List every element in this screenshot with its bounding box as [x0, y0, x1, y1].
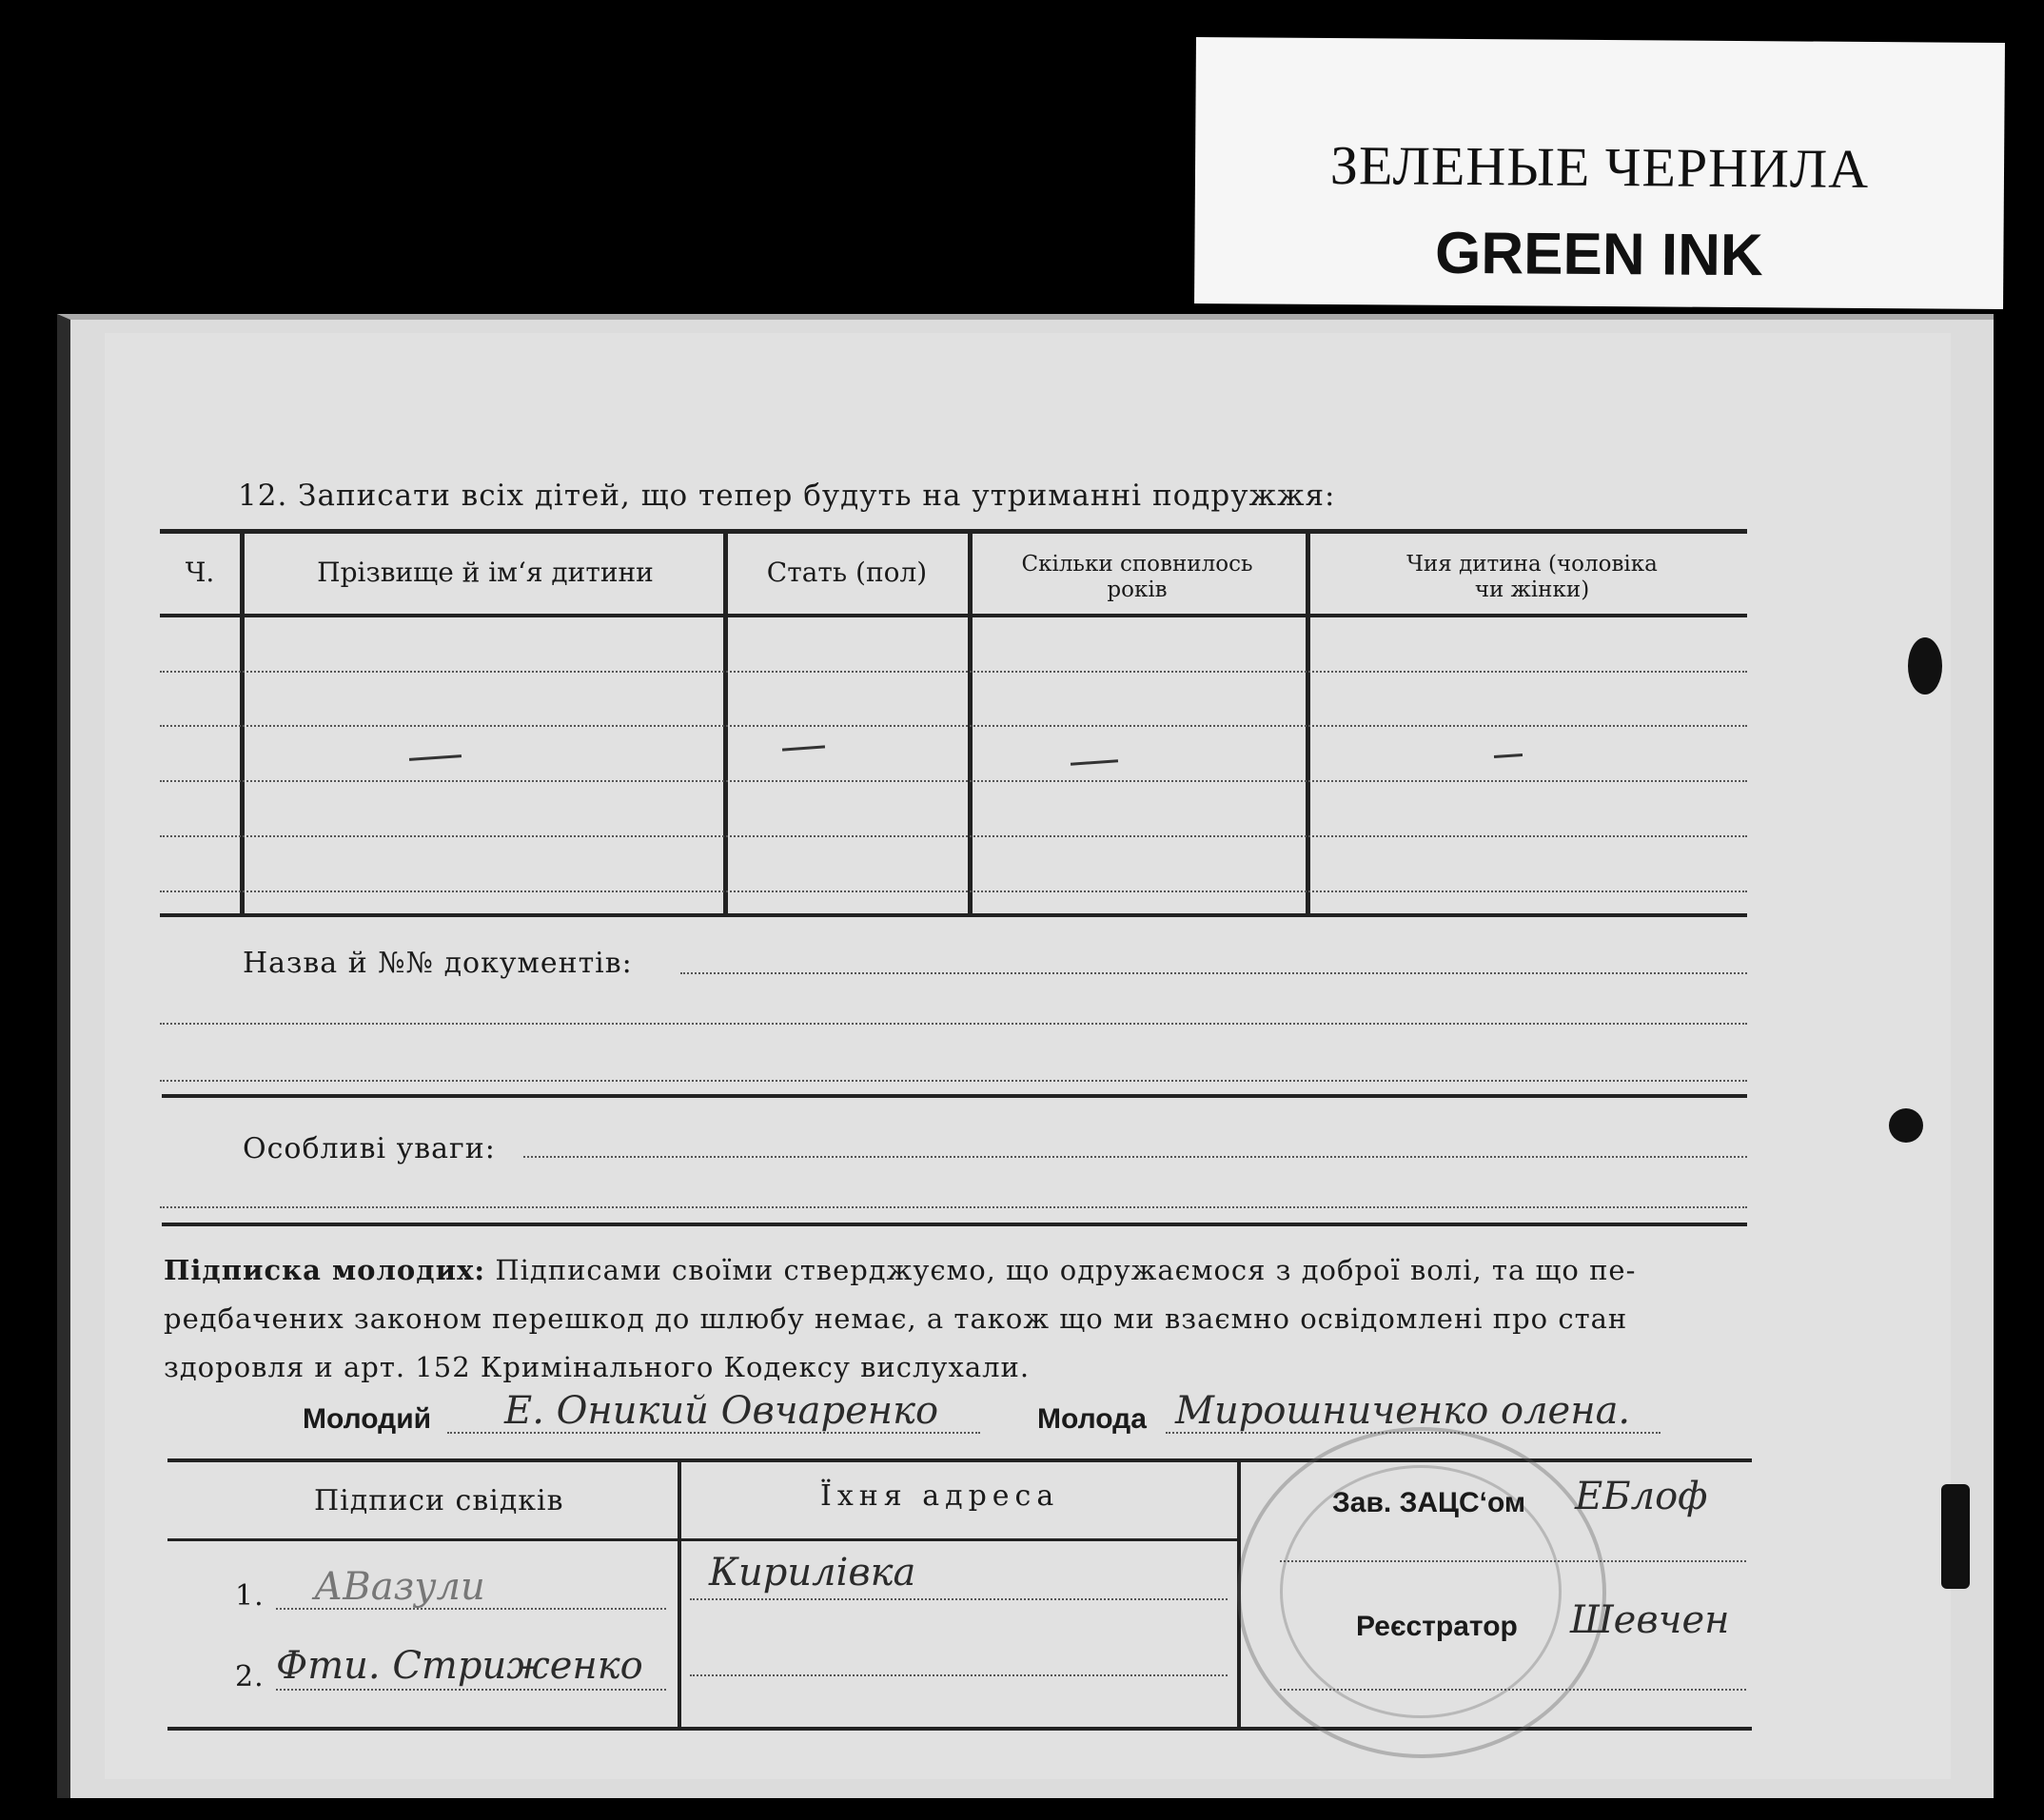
remarks-rule	[162, 1223, 1747, 1226]
col-header-age-line1: Скільки сповнилось	[1021, 552, 1253, 577]
pledge-line-2: редбачених законом перешкод до шлюбу немає, а також що ми взаємно освідомлені про стан	[164, 1302, 1628, 1335]
table-row-line	[160, 835, 1747, 837]
registry-head-label: Зав. ЗАЦС‘ом	[1332, 1487, 1526, 1518]
address-line	[690, 1674, 1228, 1676]
page-surface	[105, 333, 1951, 1779]
column-divider	[968, 533, 973, 913]
pledge-line-1: Підписами своїми стверджуємо, що одружаємося з доброї волі, та що пе-	[485, 1254, 1637, 1286]
section-title: 12. Записати всіх дітей, що тепер будуть на утриманні подружжя:	[238, 479, 1336, 513]
punch-hole	[1889, 1108, 1923, 1143]
registry-head-signature: ЕБлоф	[1575, 1475, 1708, 1518]
witness-header-rule	[167, 1538, 1237, 1541]
bride-label: Молода	[1037, 1403, 1147, 1435]
registrar-signature: Шевчен	[1570, 1598, 1730, 1642]
groom-line	[447, 1432, 980, 1434]
table-bottom-rule	[160, 913, 1747, 917]
col-header-child-name: Прізвище й ім‘я дитини	[317, 557, 654, 588]
col-header-parent-line1: Чия дитина (чоловіка	[1406, 552, 1658, 577]
col-header-sex: Стать (пол)	[766, 557, 928, 588]
witness-line	[276, 1689, 666, 1691]
table-row-line	[160, 780, 1747, 782]
table-top-rule	[160, 529, 1747, 534]
documents-line	[160, 1023, 1747, 1025]
witness-row-2-signature: Фти. Стриженко	[276, 1644, 643, 1688]
table-header-rule	[160, 614, 1747, 617]
ink-note-russian: ЗЕЛЕНЫЕ ЧЕРНИЛА	[1329, 134, 1870, 200]
punch-hole	[1908, 637, 1942, 695]
ink-note-english: GREEN INK	[1434, 220, 1763, 289]
remarks-line	[523, 1156, 1747, 1158]
table-row-line	[160, 890, 1747, 892]
col-header-number: Ч.	[185, 557, 215, 588]
registrar-label: Реєстратор	[1356, 1611, 1518, 1642]
groom-label: Молодий	[303, 1403, 432, 1435]
punch-hole	[1941, 1484, 1970, 1589]
witness-row-1-signature: АВазули	[314, 1565, 485, 1609]
col-header-parent-line2: чи жінки)	[1474, 577, 1590, 602]
col-header-age-line2: років	[1107, 577, 1168, 602]
witness-address-header: Їхня адреса	[820, 1479, 1060, 1513]
witness-signatures-header: Підписи свідків	[314, 1484, 564, 1517]
witness-divider	[678, 1460, 681, 1727]
address-line	[690, 1598, 1228, 1600]
pledge-text	[164, 1246, 1743, 1392]
groom-signature: Е. Оникий Овчаренко	[504, 1389, 939, 1433]
documents-line	[680, 972, 1747, 974]
column-divider	[240, 533, 245, 913]
witness-row-1-number: 1.	[235, 1579, 265, 1613]
remarks-label: Особливі уваги:	[243, 1132, 496, 1165]
officials-line	[1280, 1689, 1746, 1691]
ink-note-card	[1194, 37, 2005, 309]
officials-line	[1280, 1560, 1746, 1562]
table-row-line	[160, 671, 1747, 673]
documents-rule	[162, 1094, 1747, 1098]
pledge-heading: Підписка молодих:	[164, 1254, 486, 1286]
documents-label: Назва й №№ документів:	[243, 947, 633, 980]
pledge-line-3: здоровля и арт. 152 Кримінального Кодексу вислухали.	[164, 1351, 1031, 1383]
witness-line	[276, 1608, 666, 1610]
bride-signature: Мирошниченко олена.	[1175, 1389, 1631, 1433]
witness-row-2-number: 2.	[235, 1660, 265, 1693]
remarks-line	[160, 1206, 1747, 1208]
documents-line	[160, 1080, 1747, 1082]
table-row-line	[160, 725, 1747, 727]
column-divider	[723, 533, 728, 913]
witness-address: Кирилівка	[709, 1551, 916, 1595]
column-divider	[1306, 533, 1310, 913]
